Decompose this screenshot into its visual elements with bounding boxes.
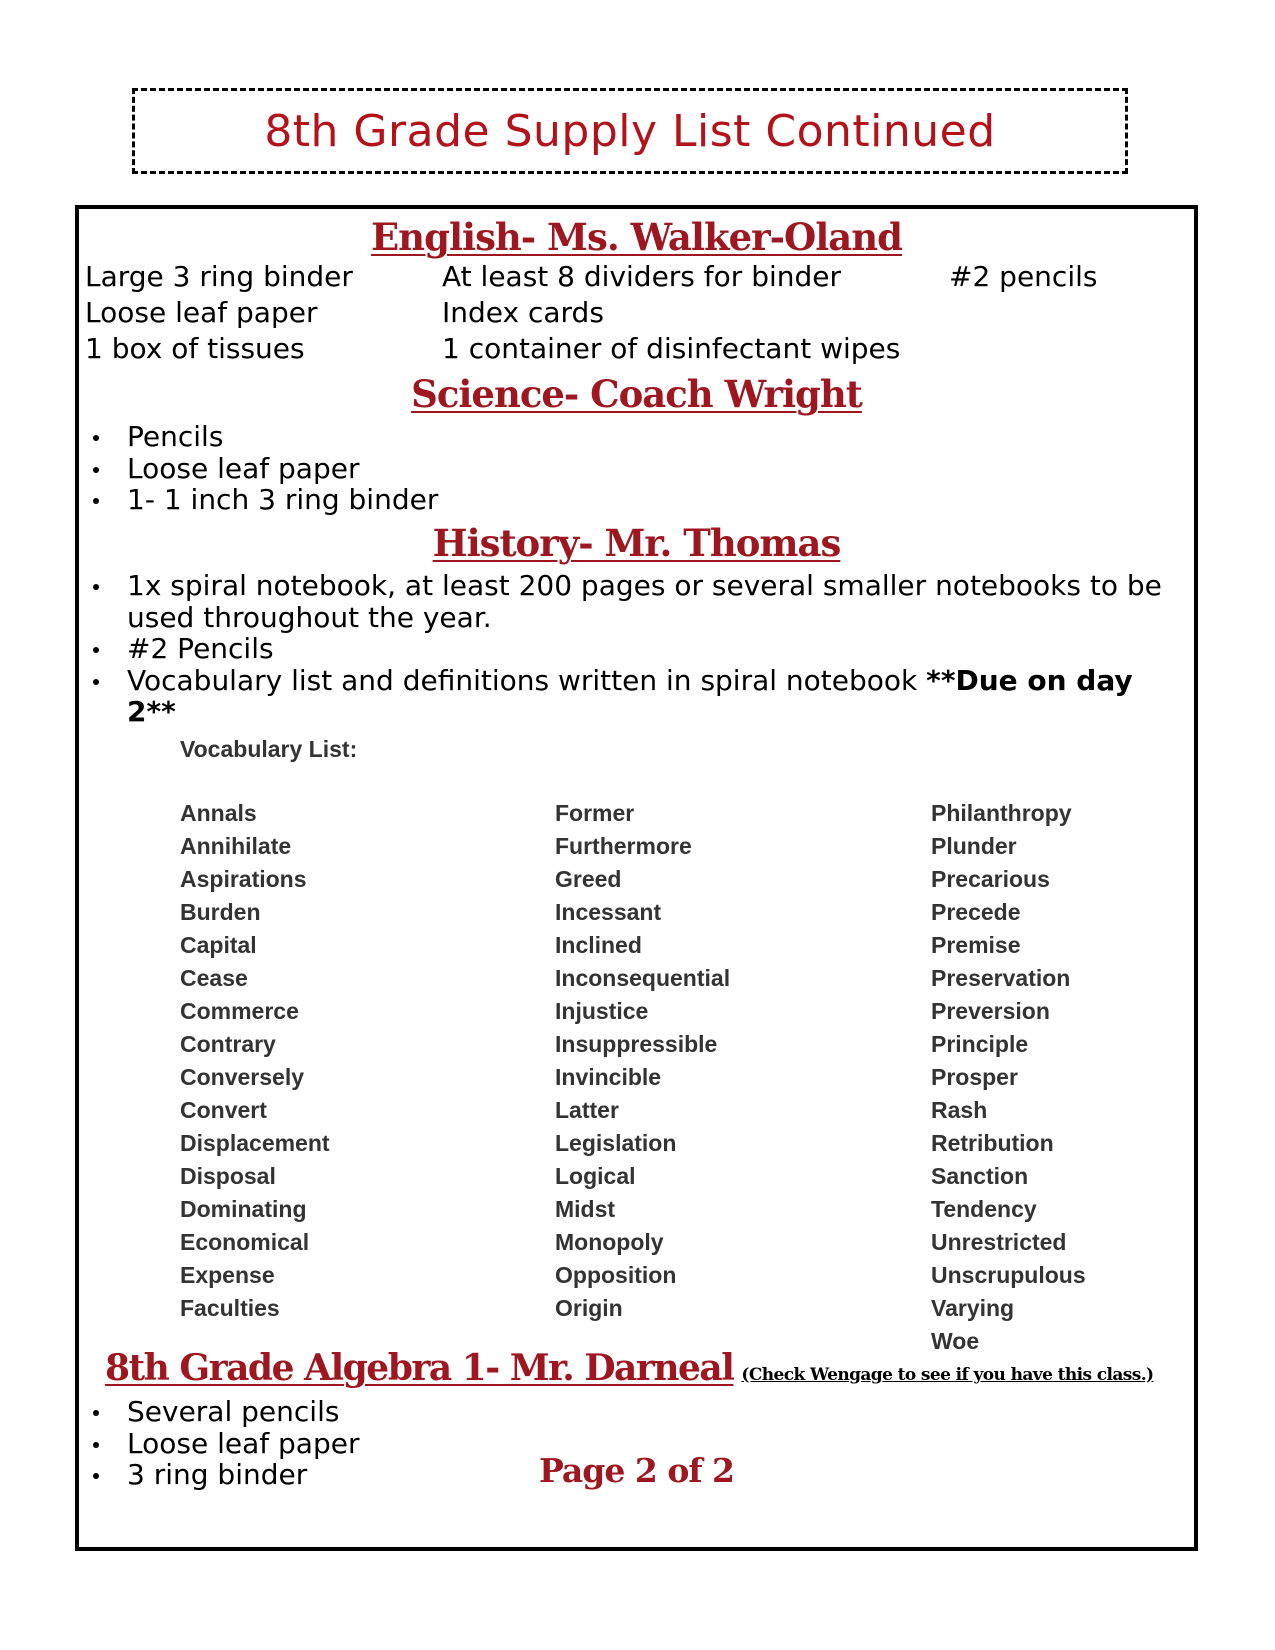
vocab-word: Disposal	[180, 1163, 276, 1189]
vocab-word: Incessant	[555, 899, 662, 925]
list-item: #2 Pencils	[85, 633, 1185, 665]
page-number: Page 2 of 2	[539, 1451, 734, 1490]
vocab-word: Invincible	[555, 1064, 662, 1090]
vocab-word: Dominating	[180, 1196, 307, 1222]
english-col-3	[949, 259, 1097, 295]
vocab-title: Vocabulary List:	[180, 736, 358, 762]
vocab-item-text: Vocabulary list and definitions written in spiral notebook	[127, 663, 918, 697]
vocab-word: Annihilate	[180, 833, 292, 859]
vocab-word: Preservation	[931, 965, 1071, 991]
list-item: Pencils	[85, 421, 1185, 453]
vocab-word: Inconsequential	[555, 965, 731, 991]
vocab-word: Insuppressible	[555, 1031, 718, 1057]
vocab-word: Conversely	[180, 1064, 305, 1090]
vocab-word: Greed	[555, 866, 622, 892]
science-list	[85, 421, 1185, 516]
vocab-column-3	[931, 797, 1086, 1358]
vocab-word: Faculties	[180, 1295, 280, 1321]
vocab-word: Cease	[180, 965, 248, 991]
title-box	[132, 88, 1128, 174]
vocab-word: Plunder	[931, 833, 1017, 859]
vocab-word: Legislation	[555, 1130, 677, 1156]
list-item: Loose leaf paper	[85, 453, 1185, 485]
list-item: Several pencils	[85, 1396, 785, 1428]
list-item: Large 3 ring binder	[85, 260, 353, 293]
vocab-word: Principle	[931, 1031, 1029, 1057]
list-item: 1 box of tissues	[85, 332, 305, 365]
vocab-word: Midst	[555, 1196, 616, 1222]
vocab-word: Contrary	[180, 1031, 276, 1057]
vocab-word: Tendency	[931, 1196, 1037, 1222]
vocab-word: Commerce	[180, 998, 299, 1024]
list-item: #2 pencils	[949, 260, 1098, 293]
vocab-word: Latter	[555, 1097, 619, 1123]
english-col-2	[442, 259, 900, 367]
history-heading: History- Mr. Thomas	[432, 521, 841, 565]
list-item: At least 8 dividers for binder	[442, 260, 841, 293]
algebra-note: (Check Wengage to see if you have this class.)	[741, 1365, 1154, 1385]
vocab-word: Aspirations	[180, 866, 307, 892]
list-item: 1 container of disinfectant wipes	[442, 332, 901, 365]
science-heading: Science- Coach Wright	[411, 372, 862, 416]
vocab-word: Former	[555, 800, 635, 826]
vocab-word: Retribution	[931, 1130, 1054, 1156]
page-title: 8th Grade Supply List Continued	[264, 105, 996, 157]
list-item: Loose leaf paper	[85, 296, 318, 329]
due-note: **Due on day 2**	[127, 663, 1133, 728]
english-col-1	[85, 259, 353, 367]
list-item: Index cards	[442, 296, 604, 329]
algebra-heading-line	[105, 1347, 1154, 1389]
vocab-word: Furthermore	[555, 833, 692, 859]
vocab-word: Preversion	[931, 998, 1050, 1024]
vocab-word: Precede	[931, 899, 1021, 925]
vocab-word: Sanction	[931, 1163, 1029, 1189]
vocab-word: Injustice	[555, 998, 649, 1024]
vocab-word: Varying	[931, 1295, 1015, 1321]
vocab-word: Rash	[931, 1097, 988, 1123]
vocab-word: Economical	[180, 1229, 310, 1255]
vocab-word: Premise	[931, 932, 1021, 958]
vocab-word: Convert	[180, 1097, 267, 1123]
content-frame	[75, 205, 1198, 1551]
vocab-word: Burden	[180, 899, 261, 925]
vocab-word: Displacement	[180, 1130, 330, 1156]
vocab-word: Inclined	[555, 932, 642, 958]
vocab-word: Capital	[180, 932, 257, 958]
list-item: Loose leaf paper	[85, 1428, 785, 1460]
vocab-column-2	[555, 797, 730, 1325]
list-item: 3 ring binder	[85, 1459, 785, 1491]
history-list	[85, 570, 1185, 728]
english-heading: English- Ms. Walker-Oland	[370, 215, 903, 259]
vocab-word: Unscrupulous	[931, 1262, 1086, 1288]
vocab-word: Unrestricted	[931, 1229, 1067, 1255]
vocab-word: Philanthropy	[931, 800, 1072, 826]
list-item: 1x spiral notebook, at least 200 pages or several smaller notebooks to be used throughout the year.	[85, 570, 1185, 633]
vocab-word: Prosper	[931, 1064, 1018, 1090]
vocab-word: Logical	[555, 1163, 636, 1189]
vocab-word: Annals	[180, 800, 257, 826]
vocab-word: Origin	[555, 1295, 623, 1321]
vocab-word: Precarious	[931, 866, 1050, 892]
vocab-word: Opposition	[555, 1262, 677, 1288]
vocab-word: Expense	[180, 1262, 275, 1288]
vocab-column-1	[180, 797, 330, 1325]
list-item	[85, 665, 1185, 728]
algebra-heading: 8th Grade Algebra 1- Mr. Darneal	[105, 1347, 734, 1389]
vocab-word: Monopoly	[555, 1229, 664, 1255]
list-item: 1- 1 inch 3 ring binder	[85, 484, 1185, 516]
vocab-word: Woe	[931, 1328, 980, 1354]
